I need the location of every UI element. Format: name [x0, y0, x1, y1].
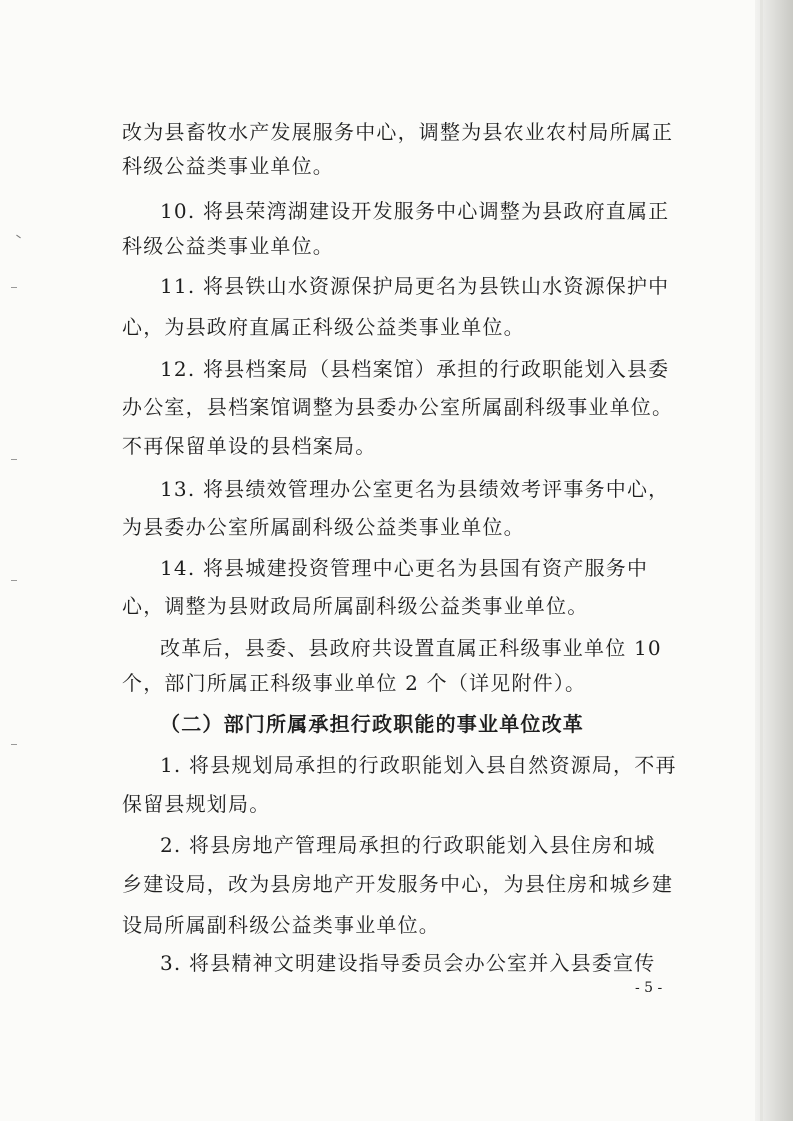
- body-text-line: 个，部门所属正科级事业单位 2 个（详见附件）。: [122, 671, 587, 695]
- body-text-line: 心，为县政府直属正科级公益类事业单位。: [122, 315, 525, 339]
- numbered-item-line: 12. 将县档案局（县档案馆）承担的行政职能划入县委: [160, 357, 670, 381]
- body-text-line: 乡建设局，改为县房地产开发服务中心，为县住房和城乡建: [122, 872, 674, 896]
- numbered-item-line: 2. 将县房地产管理局承担的行政职能划入县住房和城: [160, 833, 656, 857]
- body-text-line: 办公室，县档案馆调整为县委办公室所属副科级事业单位。: [122, 395, 674, 419]
- numbered-item-line: 11. 将县铁山水资源保护局更名为县铁山水资源保护中: [160, 274, 670, 298]
- numbered-item-line: 10. 将县荣湾湖建设开发服务中心调整为县政府直属正: [160, 199, 670, 223]
- body-text-line: 心，调整为县财政局所属副科级公益类事业单位。: [122, 594, 589, 618]
- body-text-line: 改为县畜牧水产发展服务中心，调整为县农业农村局所属正: [122, 120, 674, 144]
- body-text-line: 设局所属副科级公益类事业单位。: [122, 913, 440, 937]
- margin-scan-mark: [11, 580, 17, 581]
- margin-scan-mark: [11, 459, 17, 460]
- numbered-item-line: 1. 将县规划局承担的行政职能划入县自然资源局，不再: [160, 753, 677, 777]
- body-text-line: 保留县规划局。: [122, 792, 271, 816]
- margin-scan-mark: [11, 744, 17, 745]
- summary-line: 改革后，县委、县政府共设置直属正科级事业单位 10: [160, 636, 662, 660]
- body-text-line: 不再保留单设的县档案局。: [122, 434, 377, 458]
- numbered-item-line: 3. 将县精神文明建设指导委员会办公室并入县委宣传: [160, 951, 656, 975]
- margin-scan-mark: [11, 287, 17, 288]
- numbered-item-line: 14. 将县城建投资管理中心更名为县国有资产服务中: [160, 556, 649, 580]
- body-text-line: 科级公益类事业单位。: [122, 234, 334, 258]
- body-text-line: 科级公益类事业单位。: [122, 154, 334, 178]
- numbered-item-line: 13. 将县绩效管理办公室更名为县绩效考评事务中心，: [160, 477, 670, 501]
- scan-edge-shadow: [760, 0, 763, 1121]
- body-text-line: 为县委办公室所属副科级公益类事业单位。: [122, 515, 525, 539]
- page-number: - 5 -: [635, 980, 663, 996]
- section-heading: （二）部门所属承担行政职能的事业单位改革: [160, 712, 584, 736]
- margin-scan-mark: [16, 235, 21, 239]
